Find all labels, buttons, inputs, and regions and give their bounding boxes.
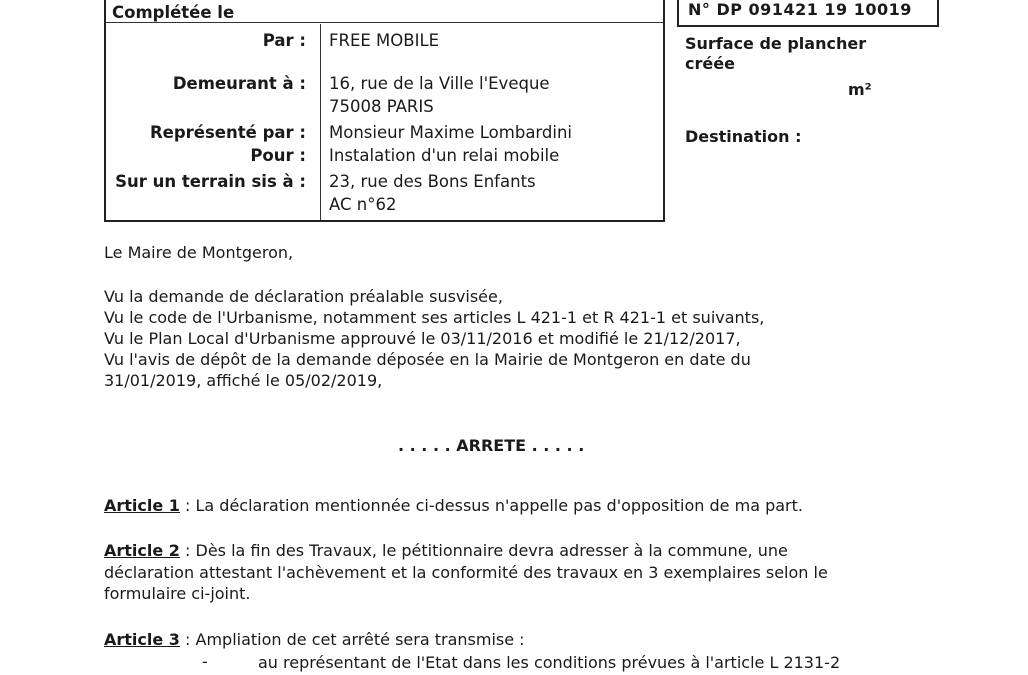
article-1-text: : La déclaration mentionnée ci-dessus n'appelle pas d'opposition de ma part. <box>179 496 803 515</box>
terrain-label: Sur un terrain sis à : <box>115 172 306 191</box>
dp-number-box <box>677 0 939 27</box>
surface-unit: m² <box>848 80 872 99</box>
header-divider <box>106 22 663 23</box>
demeurant-value-2: 75008 PARIS <box>329 97 434 116</box>
pour-label: Pour : <box>250 146 306 165</box>
pour-value: Instalation d'un relai mobile <box>329 146 560 165</box>
terrain-value-1: 23, rue des Bons Enfants <box>329 172 536 191</box>
demeurant-value-1: 16, rue de la Ville l'Eveque <box>329 74 550 93</box>
demeurant-label: Demeurant à : <box>172 74 306 93</box>
article-2-text-1: : Dès la fin des Travaux, le pétitionnaire devra adresser à la commune, une <box>179 541 788 560</box>
consideration-1: Vu la demande de déclaration préalable susvisée, <box>104 287 503 306</box>
article-1 <box>104 496 803 515</box>
article-1-label: Article 1 <box>104 496 180 515</box>
mayor-line: Le Maire de Montgeron, <box>104 243 294 262</box>
article-3-bullet-1: au représentant de l'Etat dans les conditions prévues à l'article L 2131-2 <box>258 653 841 672</box>
represente-value: Monsieur Maxime Lombardini <box>329 123 573 142</box>
article-3-label: Article 3 <box>104 630 180 649</box>
article-2-label: Article 2 <box>104 541 180 560</box>
consideration-5: 31/01/2019, affiché le 05/02/2019, <box>104 371 383 390</box>
arrete-heading: . . . . . ARRETE . . . . . <box>398 436 585 455</box>
article-2-line-3: formulaire ci-joint. <box>104 584 251 603</box>
header-column-divider <box>320 24 321 220</box>
represente-label: Représenté par : <box>149 123 306 142</box>
consideration-4: Vu l'avis de dépôt de la demande déposée en la Mairie de Montgeron en date du <box>104 350 751 369</box>
article-3 <box>104 630 525 649</box>
surface-label-1: Surface de plancher <box>685 34 867 53</box>
completee-label: Complétée le <box>112 3 235 22</box>
article-2-line-1 <box>104 541 788 560</box>
par-label: Par : <box>262 31 306 50</box>
destination-label: Destination : <box>685 127 802 146</box>
bullet-dash: - <box>202 652 208 671</box>
article-3-text: : Ampliation de cet arrêté sera transmise : <box>179 630 525 649</box>
surface-label-2: créée <box>685 54 735 73</box>
consideration-2: Vu le code de l'Urbanisme, notamment ses articles L 421-1 et R 421-1 et suivants, <box>104 308 765 327</box>
terrain-value-2: AC n°62 <box>329 195 397 214</box>
article-2-line-2: déclaration attestant l'achèvement et la conformité des travaux en 3 exemplaires selon le <box>104 563 828 582</box>
consideration-3: Vu le Plan Local d'Urbanisme approuvé le 03/11/2016 et modifié le 21/12/2017, <box>104 329 741 348</box>
par-value: FREE MOBILE <box>329 31 440 50</box>
dp-number: N° DP 091421 19 10019 <box>688 0 912 19</box>
